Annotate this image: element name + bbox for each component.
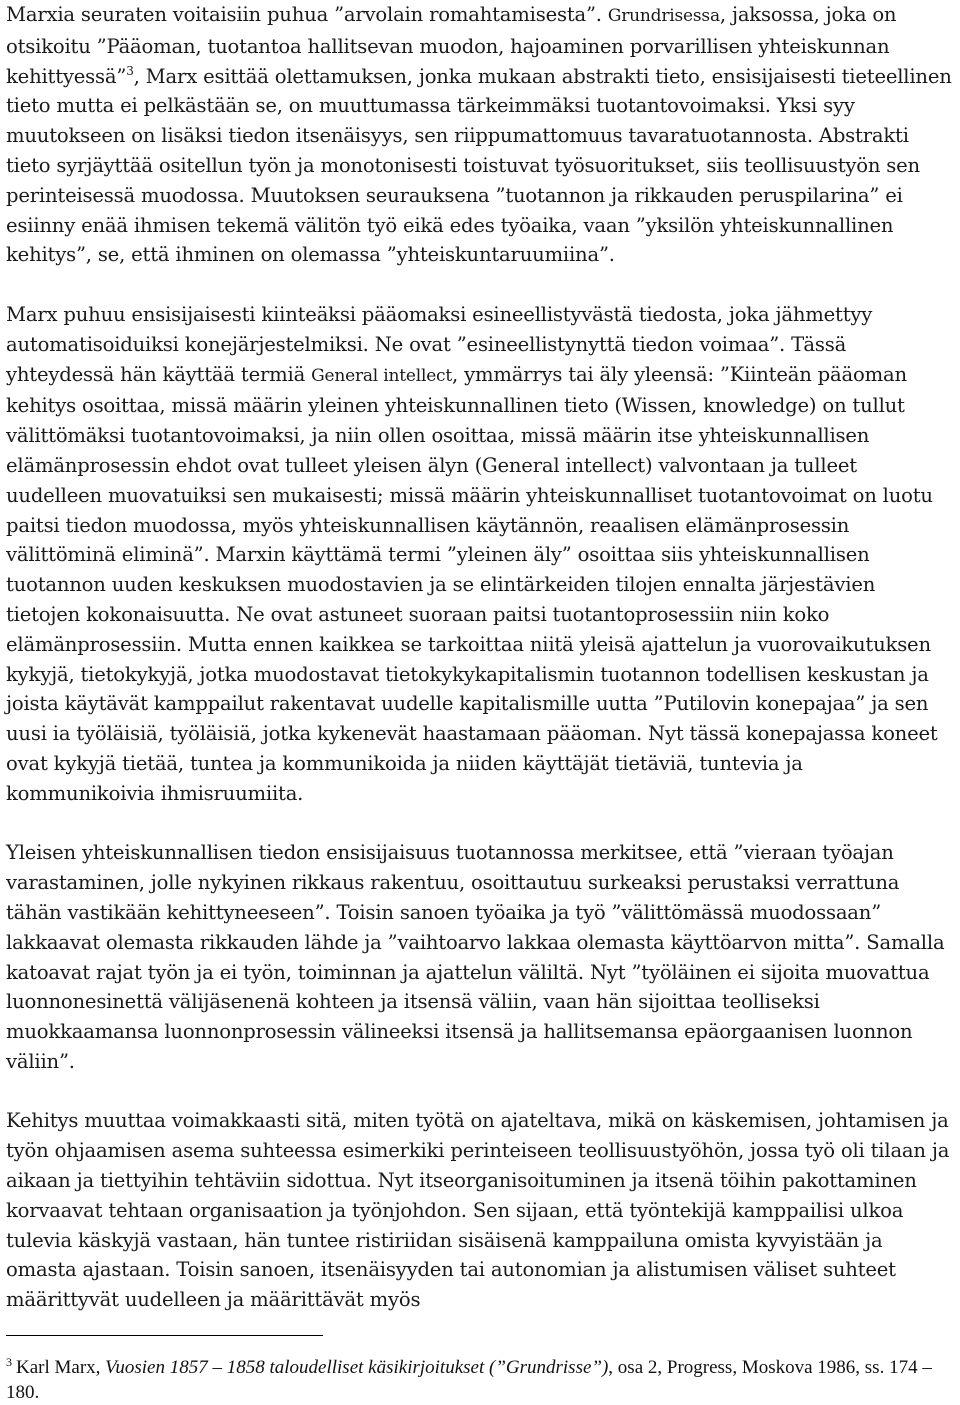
document-body (6, 0, 954, 1315)
text-run: , Marx esittää olettamuksen, jonka mukaan abstrakti tieto, ensisijaisesti tieteellinen tieto mutta ei pelkästään se, on muuttumassa tärkeimmäksi tuotantovoimaksi. Yksi syy muutokseen on lisäksi tiedon itsenäisyys, sen riippumattomuus tavaratuotannosta. Abstrakti tieto syrjäyttää ositellun työn ja monotonisesti toistuvat työsuoritukset, siis teollisuustyön sen perinteisessä muodossa. Muutoksen seurauksena ”tuotannon ja rikkauden peruspilarina” ei esiinny enää ihmisen tekemä välitön työ eikä edes työaika, vaan ”yksilön yhteiskunnallinen kehitys”, se, että ihminen on olemassa ”yhteiskuntaruumiina”. (6, 64, 952, 267)
paragraph-3 (6, 838, 954, 1076)
footnote-details: , osa 2, Progress, Moskova 1986, ss. 174 – 180. (6, 1357, 932, 1403)
term-grundrisse: Grundrisessa (607, 6, 720, 26)
paragraph-4 (6, 1106, 954, 1315)
text-run: Marx puhuu ensisijaisesti kiinteäksi pääomaksi esineellistyvästä tiedosta, joka jähmettyy automatisoiduiksi konejärjestelmiksi. Ne ovat ”esineellistynyttä tiedon voimaa”. Tässä yhteydessä hän käyttää termiä (6, 302, 873, 386)
text-run: , jaksossa, joka on otsikoitu ”Pääoman, tuotantoa hallitsevan muodon, hajoaminen porvarillisen yhteiskunnan kehittyessä” (6, 3, 897, 88)
footnote-number: 3 (6, 1355, 12, 1369)
paragraph-1 (6, 0, 954, 270)
footnote-title: Vuosien 1857 – 1858 taloudelliset käsikirjoitukset (”Grundrisse”) (105, 1357, 609, 1378)
footnote-author: Karl Marx, (16, 1357, 106, 1378)
term-general-intellect: General intellect (311, 365, 453, 386)
text-run: Kehitys muuttaa voimakkaasti sitä, miten työtä on ajateltava, mikä on käskemisen, johtamisen ja työn ohjaamisen asema suhteessa esimerkiki perinteiseen teollisuustyöhön, jossa työ oli tilaan ja aikaan ja tiettyihin tehtäviin sidottua. Nyt itseorganisoituminen ja itsenä töihin pakottaminen korvaavat tehtaan organisaation ja työnjohdon. Sen sijaan, että työntekijä kamppailisi ulkoa tulevia käskyjä vastaan, hän tuntee ristiriidan sisäisenä kamppailuna omista kyvyistään ja omasta ajastaan. Toisin sanoen, itsenäisyyden tai autonomian ja alistumisen väliset suhteet määrittyvät uudelleen ja määrittävät myös (6, 1109, 950, 1312)
footnote (6, 1350, 954, 1405)
paragraph-2 (6, 300, 954, 809)
text-run: Yleisen yhteiskunnallisen tiedon ensisijaisuus tuotannossa merkitsee, että ”vieraan työajan varastaminen, jolle nykyinen rikkaus rakentuu, osoittautuu surkeaksi perustaksi verrattuna tähän vastikään kehittyneeseen”. Toisin sanoen työaika ja työ ”välittömässä muodossaan” lakkaavat olemasta rikkauden lähde ja ”vaihtoarvo lakkaa olemasta käyttöarvon mitta”. Samalla katoavat rajat työn ja ei työn, toiminnan ja ajattelun väliltä. Nyt ”työläinen ei sijoita muovattua luonnonesinettä välijäsenenä kohteen ja itsensä väliin, vaan hän sijoittaa teolliseksi muokkaamansa luonnonprosessin välineeksi itsensä ja hallitsemansa epäorgaanisen luonnon väliin”. (6, 841, 945, 1073)
text-run: Marxia seuraten voitaisiin puhua ”arvolain romahtamisesta”. (6, 3, 608, 26)
text-run: , ymmärrys tai äly yleensä: ”Kiinteän pääoman kehitys osoittaa, missä määrin yleinen yhteiskunnallinen tieto (Wissen, knowledge) on tullut välittömäksi tuotantovoimaksi, ja niin ollen osoittaa, missä määrin itse yhteiskunnallisen elämänprosessin ehdot ovat tulleet yleisen älyn (General intellect) valvontaan ja tulleet uudelleen muovatuiksi sen mukaisesti; missä määrin yhteiskunnalliset tuotantovoimat on luotu paitsi tiedon muodossa, myös yhteiskunnallisen käytännön, reaalisen elämänprosessin välittöminä eliminä”. Marxin käyttämä termi ”yleinen äly” osoittaa siis yhteiskunnallisen tuotannon uuden keskuksen muodostavien ja se elintärkeiden tilojen ennalta järjestävien tietojen kokonaisuutta. Ne ovat astuneet suoraan paitsi tuotantoprosessiin niin koko elämänprosessiin. Mutta ennen kaikkea se tarkoittaa niitä yleisä ajattelun ja vuorovaikutuksen kykyjä, tietokykyjä, jotka muodostavat tietokykykapitalismin tuotannon todellisen keskustan ja joista käytävät kamppailut rakentavat uudelle kapitalismille uutta ”Putilovin konepajaa” ja sen uusi ia työläisiä, työläisiä, jotka kykenevät haastamaan pääoman. Nyt tässä konepajassa koneet ovat kykyjä tietää, tuntea ja kommunikoida ja niiden käyttäjät tietäviä, tuntevia ja kommunikoivia ihmisruumiita. (6, 362, 938, 805)
footnote-divider (6, 1335, 323, 1336)
footnote-reference: 3 (126, 63, 134, 78)
